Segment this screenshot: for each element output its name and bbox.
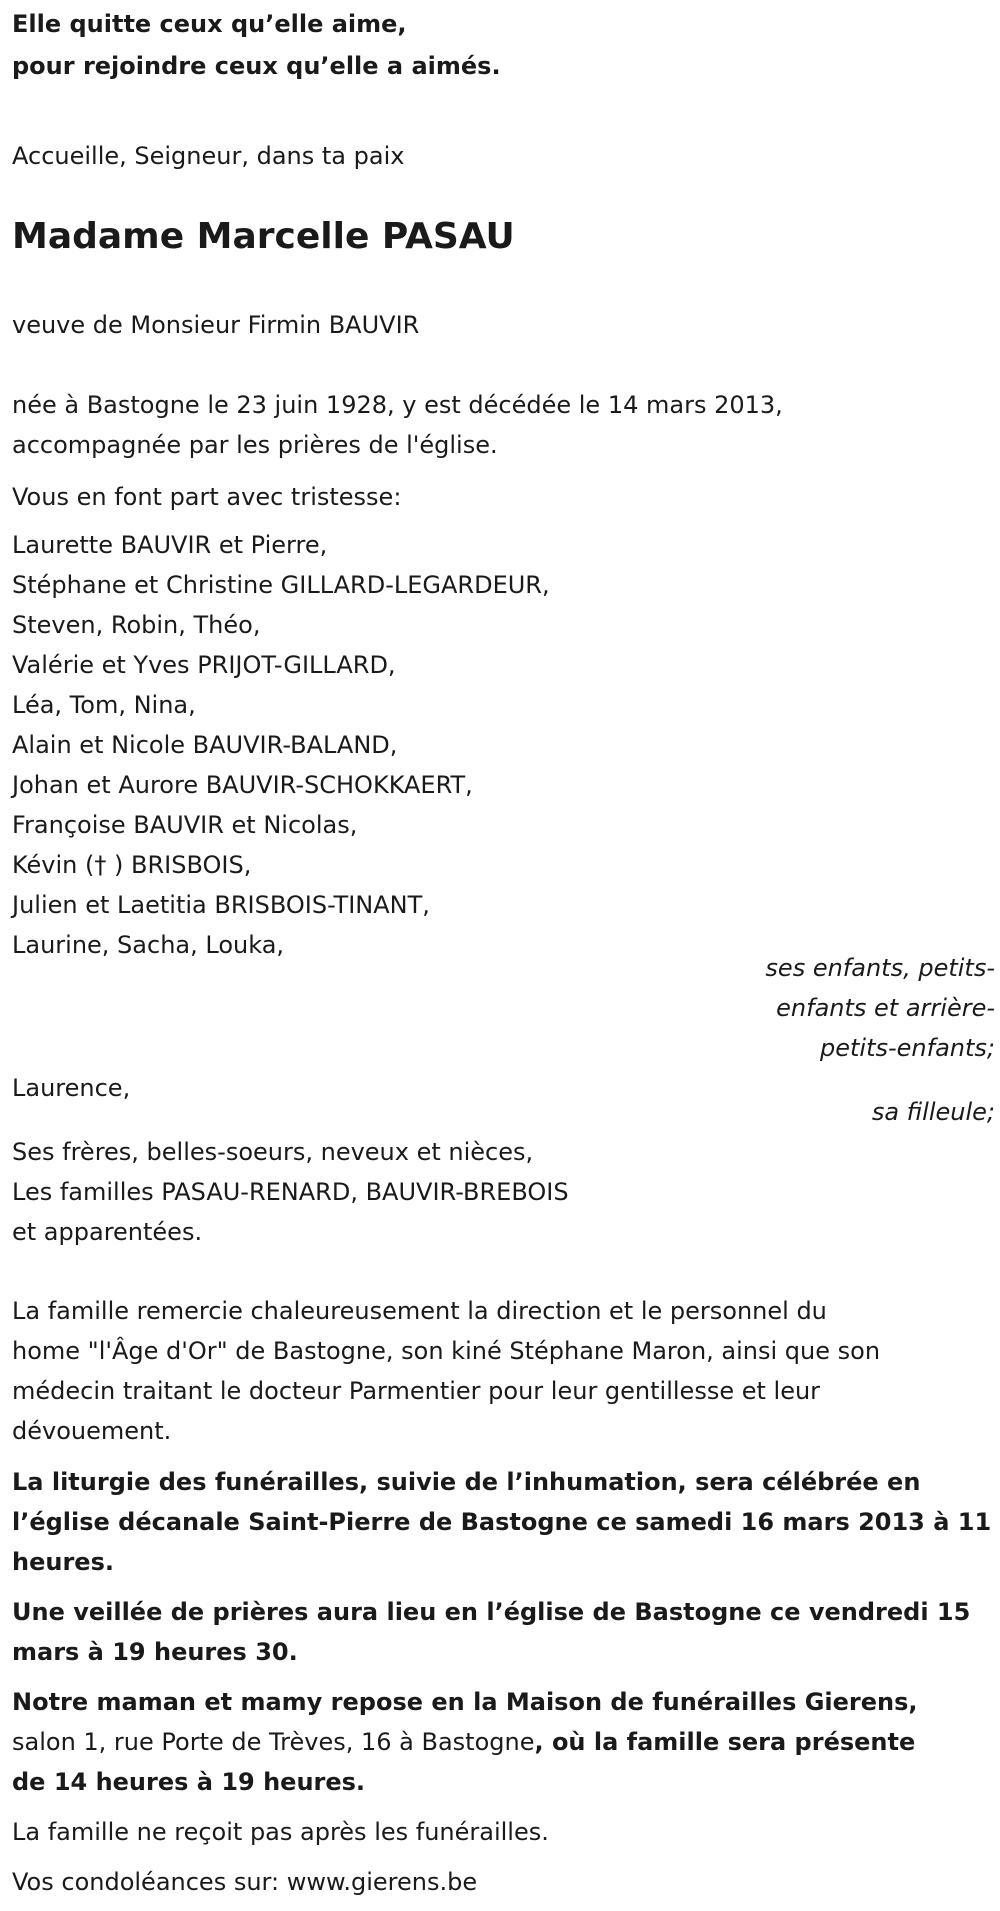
thanks-line-1: La famille remercie chaleureusement la direction et le personnel du bbox=[12, 1297, 827, 1325]
announce-line: Vous en font part avec tristesse: bbox=[12, 483, 402, 511]
rest-paragraph bbox=[12, 1682, 997, 1802]
relatives-block bbox=[12, 1132, 997, 1252]
birth-death-line-2: accompagnée par les prières de l'église. bbox=[12, 431, 498, 459]
family-role-line-1: ses enfants, petits- bbox=[765, 954, 995, 982]
rest-presence: , où la famille sera présente bbox=[534, 1728, 916, 1756]
funeral-line-3: heures. bbox=[12, 1548, 114, 1576]
thanks-line-4: dévouement. bbox=[12, 1417, 172, 1445]
family-list bbox=[12, 525, 997, 965]
family-member: Valérie et Yves PRIJOT-GILLARD, bbox=[12, 651, 396, 679]
epigraph-line-2: pour rejoindre ceux qu’elle a aimés. bbox=[12, 52, 501, 80]
prayer-line: Accueille, Seigneur, dans ta paix bbox=[12, 142, 405, 170]
widow-of: veuve de Monsieur Firmin BAUVIR bbox=[12, 311, 420, 339]
birth-death-line-1: née à Bastogne le 23 juin 1928, y est décédée le 14 mars 2013, bbox=[12, 391, 783, 419]
family-member: Stéphane et Christine GILLARD-LEGARDEUR, bbox=[12, 571, 550, 599]
relatives-line-2: Les familles PASAU-RENARD, BAUVIR-BREBOIS bbox=[12, 1178, 569, 1206]
rest-line-1: Notre maman et mamy repose en la Maison de funérailles Gierens, bbox=[12, 1688, 918, 1716]
funeral-line-2: l’église décanale Saint-Pierre de Bastogne ce samedi 16 mars 2013 à 11 bbox=[12, 1508, 992, 1536]
rest-line-3: de 14 heures à 19 heures. bbox=[12, 1768, 366, 1796]
thanks-paragraph bbox=[12, 1291, 997, 1451]
family-role-line-2: enfants et arrière- bbox=[776, 994, 995, 1022]
family-role-line-3: petits-enfants; bbox=[820, 1034, 995, 1062]
family-member: Alain et Nicole BAUVIR-BALAND, bbox=[12, 731, 398, 759]
family-member: Laurette BAUVIR et Pierre, bbox=[12, 531, 328, 559]
rest-address: salon 1, rue Porte de Trèves, 16 à Bastogne bbox=[12, 1728, 535, 1756]
vigil-line-1: Une veillée de prières aura lieu en l’église de Bastogne ce vendredi 15 bbox=[12, 1598, 971, 1626]
family-member: Johan et Aurore BAUVIR-SCHOKKAERT, bbox=[12, 771, 473, 799]
funeral-line-1: La liturgie des funérailles, suivie de l’inhumation, sera célébrée en bbox=[12, 1468, 921, 1496]
goddaughter-role: sa filleule; bbox=[871, 1098, 995, 1126]
vigil-line-2: mars à 19 heures 30. bbox=[12, 1638, 298, 1666]
no-reception-line: La famille ne reçoit pas après les funérailles. bbox=[12, 1818, 549, 1846]
deceased-name: Madame Marcelle PASAU bbox=[12, 216, 515, 257]
relatives-line-3: et apparentées. bbox=[12, 1218, 203, 1246]
relatives-line-1: Ses frères, belles-soeurs, neveux et nièces, bbox=[12, 1138, 534, 1166]
family-member: Laurine, Sacha, Louka, bbox=[12, 931, 285, 959]
thanks-line-2: home "l'Âge d'Or" de Bastogne, son kiné Stéphane Maron, ainsi que son bbox=[12, 1337, 881, 1365]
family-member: Kévin († ) BRISBOIS, bbox=[12, 851, 252, 879]
vigil-paragraph bbox=[12, 1592, 997, 1672]
family-member: Steven, Robin, Théo, bbox=[12, 611, 261, 639]
rest-line-2 bbox=[12, 1722, 997, 1762]
family-member: Julien et Laetitia BRISBOIS-TINANT, bbox=[12, 891, 430, 919]
epigraph-line-1: Elle quitte ceux qu’elle aime, bbox=[12, 10, 407, 38]
condolences-line: Vos condoléances sur: www.gierens.be bbox=[12, 1868, 478, 1896]
goddaughter-name: Laurence, bbox=[12, 1074, 131, 1102]
family-member: Léa, Tom, Nina, bbox=[12, 691, 196, 719]
thanks-line-3: médecin traitant le docteur Parmentier pour leur gentillesse et leur bbox=[12, 1377, 821, 1405]
funeral-paragraph bbox=[12, 1462, 997, 1582]
family-member: Françoise BAUVIR et Nicolas, bbox=[12, 811, 358, 839]
